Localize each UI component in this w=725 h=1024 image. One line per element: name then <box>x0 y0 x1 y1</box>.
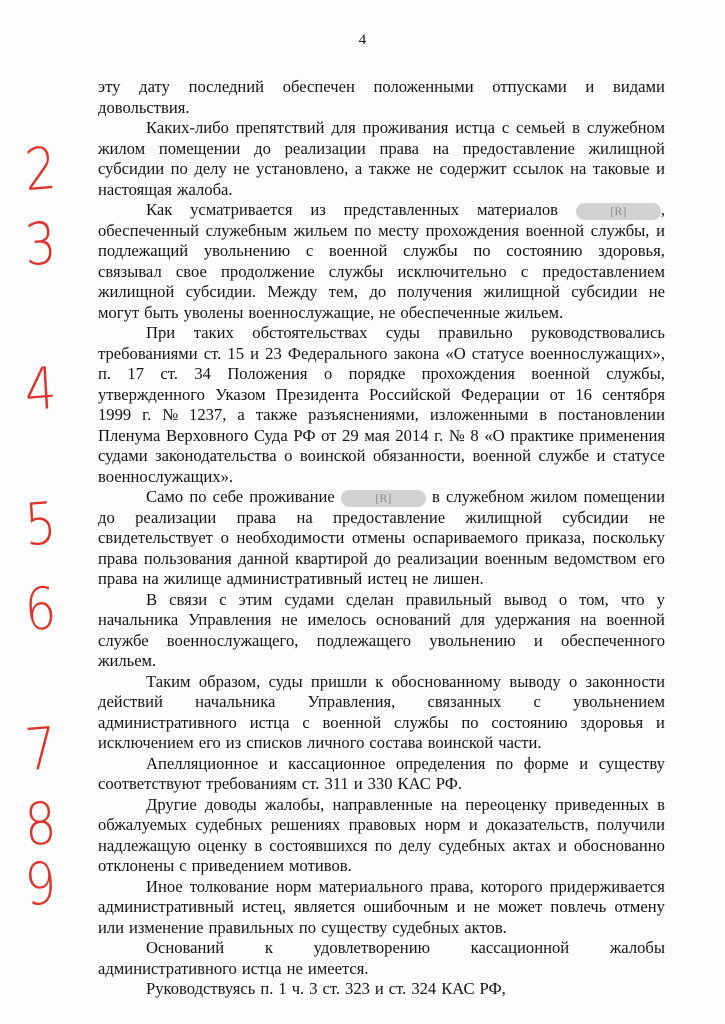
text-line: службе военнослужащего, подлежащего увольнению и обеспеченного <box>98 630 665 650</box>
text-line: 1999 г. № 1237, а также разъяснениями, изложенными в постановлении <box>98 405 665 424</box>
text-line: субсидии по делу не установлено, а также не содержит ссылок на таковые и <box>98 159 665 178</box>
text-line: подлежащий увольнению с военной службы по состоянию здоровья, <box>98 241 665 260</box>
text-line: действий начальника Управления, связанных с увольнением <box>98 692 665 711</box>
text-line: связывал свое продолжение службы исключительно с предоставлением <box>98 261 665 281</box>
text-line: административного истца не имеется. <box>98 958 369 978</box>
text-line: до реализации права на предоставление жилищной субсидии не <box>98 507 665 527</box>
paragraph <box>98 938 665 979</box>
text-line: При таких обстоятельствах суды правильно руководствовались <box>146 323 665 342</box>
paragraph <box>98 877 665 939</box>
text-line: административный истец, является ошибочным и не может повлечь отмену <box>98 897 665 916</box>
text-line: довольствия. <box>98 97 190 117</box>
text-line: Само по себе проживание [R] в служебном жилом помещении <box>146 487 665 506</box>
paragraph <box>98 795 665 877</box>
text-line: жилом помещении до реализации права на предоставление жилищной <box>98 138 665 158</box>
text-line: В связи с этим судами сделан правильный вывод о том, что у <box>146 589 665 609</box>
paragraph <box>98 487 665 590</box>
text-line: исключением его из списков личного состава воинской части. <box>98 733 542 752</box>
paragraph <box>98 672 665 754</box>
text-line: обжалуемых судебных решениях правовых норм и доказательств, получили <box>98 815 665 834</box>
handwritten-number: 7 <box>22 713 59 785</box>
text-line: военнослужащих». <box>98 466 234 486</box>
handwritten-number: 5 <box>22 488 59 560</box>
text-line: требованиями ст. 15 и 23 Федерального закона «О статусе военнослужащих», <box>98 343 665 363</box>
handwritten-number: 9 <box>22 848 59 920</box>
redaction-blob: [R] <box>576 203 661 220</box>
text-line: эту дату последний обеспечен положенными отпусками и видами <box>98 77 665 96</box>
paragraph <box>98 323 665 487</box>
text-line: надлежащую оценку в состоявшихся по делу судебных актах и обоснованно <box>98 835 665 855</box>
paragraph <box>98 590 665 672</box>
paragraph <box>98 979 665 1000</box>
handwritten-number: 3 <box>22 208 59 280</box>
text-line: Оснований к удовлетворению кассационной жалобы <box>146 938 665 957</box>
text-line: соответствуют требованиям ст. 311 и 330 КАС РФ. <box>98 774 462 793</box>
text-line: Таким образом, суды пришли к обоснованному выводу о законности <box>146 671 665 691</box>
text-line: административного истца с военной службы по состоянию здоровья и <box>98 712 665 732</box>
text-line: начальника Управления не имелось оснований для удержания на военной <box>98 610 665 629</box>
text-line: Апелляционное и кассационное определения по форме и существу <box>146 753 665 773</box>
text-line: Руководствуясь п. 1 ч. 3 ст. 323 и ст. 324 КАС РФ, <box>146 979 506 998</box>
redaction-blob: [R] <box>341 490 426 507</box>
text-line: отклонены с приведением мотивов. <box>98 856 352 875</box>
document-body <box>98 77 665 1000</box>
text-line: Другие доводы жалобы, направленные на переоценку приведенных в <box>146 794 665 814</box>
text-line: права пользования данной квартирой до реализации военным ведомством его <box>98 548 665 568</box>
text-line: настоящая жалоба. <box>98 179 233 199</box>
text-line: Иное толкование норм материального права, которого придерживается <box>146 876 665 896</box>
text-line: Пленума Верховного Суда РФ от 29 мая 2014 г. № 8 «О практике применения <box>98 425 665 445</box>
text-line: жилищной субсидии. Между тем, до получения жилищной субсидии не <box>98 282 665 301</box>
text-line: или изменение правильных по существу судебных актов. <box>98 917 507 937</box>
text-line: Каких-либо препятствий для проживания истца с семьей в служебном <box>146 118 665 137</box>
page-number: 4 <box>358 32 367 48</box>
text-line: п. 17 ст. 34 Положения о порядке прохождения военной службы, <box>98 364 665 383</box>
text-line: жильем. <box>98 651 157 670</box>
handwritten-number: 8 <box>22 788 59 860</box>
text-line: могут быть уволены военнослужащие, не обеспеченные жильем. <box>98 302 564 322</box>
text-line: обеспеченный служебным жильем по месту прохождения военной службы, и <box>98 220 665 240</box>
handwritten-number: 6 <box>22 573 59 645</box>
text-line: утвержденного Указом Президента Российской Федерации от 16 сентября <box>98 384 665 404</box>
text-line: Как усматривается из представленных материалов [R] , <box>146 200 665 219</box>
paragraph <box>98 77 665 118</box>
paragraph <box>98 200 665 323</box>
text-line: свидетельствует о необходимости отмены оспариваемого приказа, поскольку <box>98 528 665 547</box>
paragraph <box>98 754 665 795</box>
handwritten-number: 4 <box>22 353 59 425</box>
text-line: судами законодательства о воинской обязанности, военной службе и статусе <box>98 446 665 465</box>
text-line: права на жилище административный истец не лишен. <box>98 569 484 588</box>
paragraph <box>98 118 665 200</box>
handwritten-number: 2 <box>22 133 59 205</box>
